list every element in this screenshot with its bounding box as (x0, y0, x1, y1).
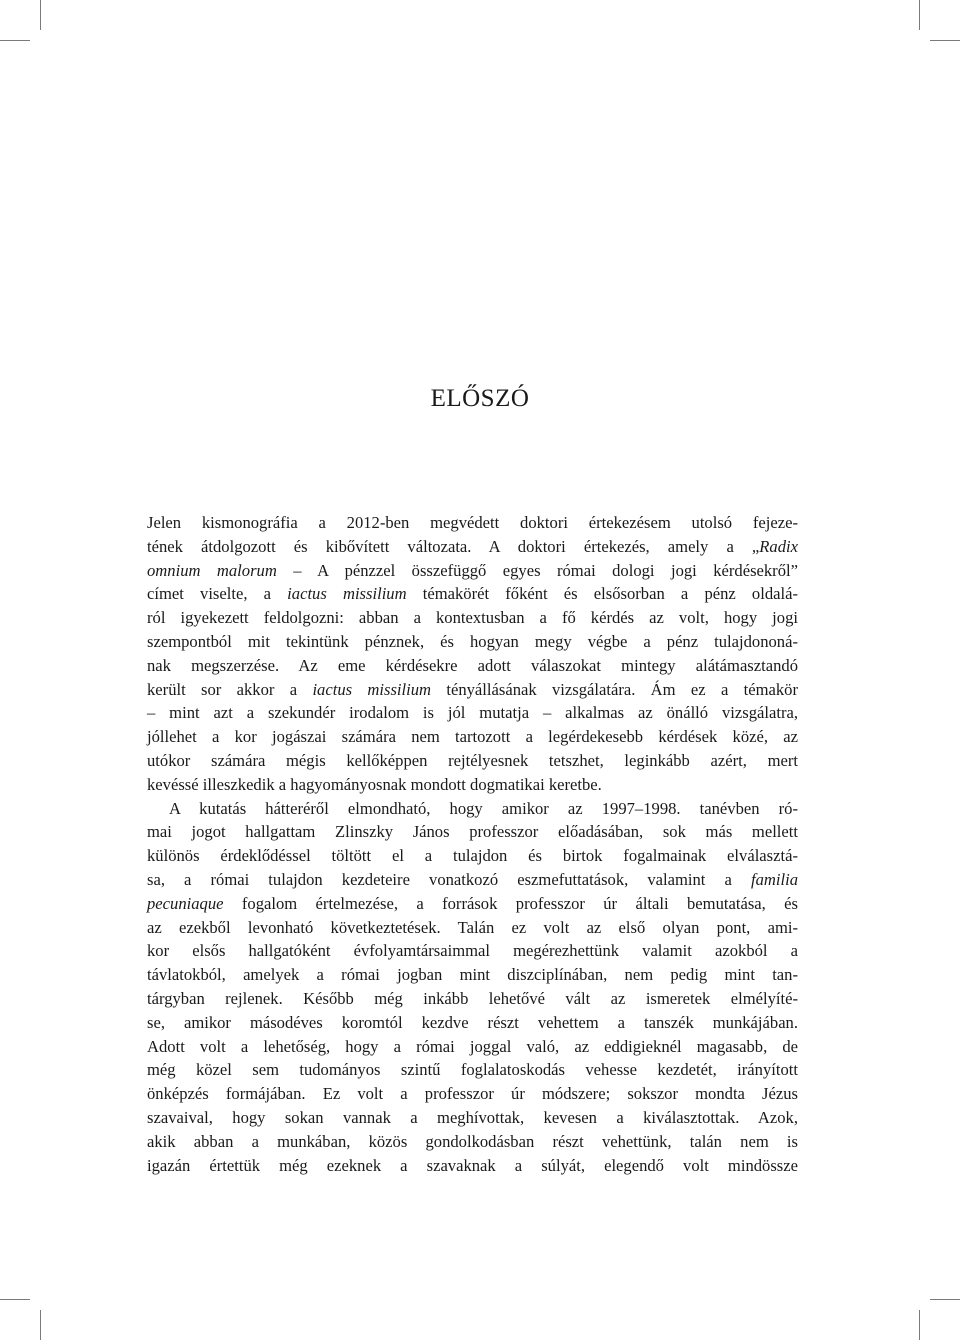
body-text (147, 511, 798, 1177)
text-line: akik abban a munkában, közös gondolkodásban részt vehettünk, talán nem is (147, 1131, 798, 1151)
text-line: igazán értettük még ezeknek a szavaknak a súlyát, elegendő volt mindössze (147, 1155, 798, 1175)
text-line: tének átdolgozott és kibővített változata. A doktori értekezés, amely a „Radix (147, 536, 798, 556)
text-line: omnium malorum – A pénzzel összefüggő egyes római dologi jogi kérdésekről” (147, 560, 798, 580)
text-line: pecuniaque fogalom értelmezése, a források professzor úr általi bemutatása, és (147, 893, 798, 913)
crop-mark-top-left-vertical (40, 0, 41, 30)
text-line: jóllehet a kor jogászai számára nem tartozott a legérdekesebb kérdések közé, az (147, 727, 798, 747)
text-line: önképzés formájában. Ez volt a professzor úr módszere; sokszor mondta Jézus (147, 1084, 798, 1104)
text-line: címet viselte, a iactus missilium témakörét főként és elsősorban a pénz oldalá- (147, 584, 798, 604)
crop-mark-top-left-horizontal (0, 40, 30, 41)
text-line: még közel sem tudományos szintű foglalatoskodás vehesse kezdetét, irányított (147, 1060, 798, 1080)
text-line: kor elsős hallgatóként évfolyamtársaimmal megérezhettünk valamit azokból a (147, 941, 798, 961)
text-line: mai jogot hallgattam Zlinszky János professzor előadásában, sok más mellett (147, 822, 798, 842)
crop-mark-bottom-right-horizontal (930, 1299, 960, 1300)
text-line: nak megszerzése. Az eme kérdésekre adott válaszokat mintegy alátámasztandó (147, 655, 798, 675)
text-line: A kutatás hátteréről elmondható, hogy amikor az 1997–1998. tanévben ró- (169, 798, 798, 818)
text-line: az ezekből levonható következtetések. Talán ez volt az első olyan pont, ami- (147, 917, 798, 937)
text-line: került sor akkor a iactus missilium tényállásának vizsgálatára. Ám ez a témakör (147, 679, 799, 699)
text-line: szavaival, hogy sokan vannak a meghívottak, kevesen a kiválasztottak. Azok, (147, 1107, 798, 1127)
text-line: Jelen kismonográfia a 2012-ben megvédett doktori értekezésem utolsó fejeze- (147, 513, 798, 532)
crop-mark-bottom-left-horizontal (0, 1299, 30, 1300)
text-line: ról igyekezett feldolgozni: abban a kontextusban a fő kérdés az volt, hogy jogi (147, 608, 798, 628)
chapter-title: ELŐSZÓ (430, 385, 530, 412)
crop-mark-bottom-right-vertical (919, 1310, 920, 1340)
text-line: szempontból mit tekintünk pénznek, és hogyan megy végbe a pénz tulajdononá- (147, 631, 798, 651)
crop-mark-top-right-horizontal (930, 40, 960, 41)
crop-mark-bottom-left-vertical (40, 1310, 41, 1340)
text-line: sa, a római tulajdon kezdeteire vonatkozó eszmefuttatások, valamint a familia (147, 869, 798, 889)
text-line: utókor számára mégis kellőképpen rejtélyesnek tetszhet, leginkább azért, mert (147, 750, 798, 770)
text-line: távlatokból, amelyek a római jogban mint diszciplínában, nem pedig mint tan- (147, 965, 798, 985)
text-line: Adott volt a lehetőség, hogy a római joggal való, az eddigieknél magasabb, de (147, 1036, 798, 1056)
crop-mark-top-right-vertical (919, 0, 920, 30)
text-line: kevéssé illeszkedik a hagyományosnak mondott dogmatikai keretbe. (147, 774, 602, 794)
text-line: – mint azt a szekundér irodalom is jól mutatja – alkalmas az önálló vizsgálatra, (147, 703, 798, 723)
text-line: különös érdeklődéssel töltött el a tulajdon és birtok fogalmainak elválasztá- (147, 846, 798, 866)
text-line: tárgyban rejlenek. Később még inkább lehetővé vált az ismeretek elmélyíté- (147, 988, 798, 1008)
text-line: se, amikor másodéves koromtól kezdve részt vehettem a tanszék munkájában. (147, 1012, 798, 1032)
